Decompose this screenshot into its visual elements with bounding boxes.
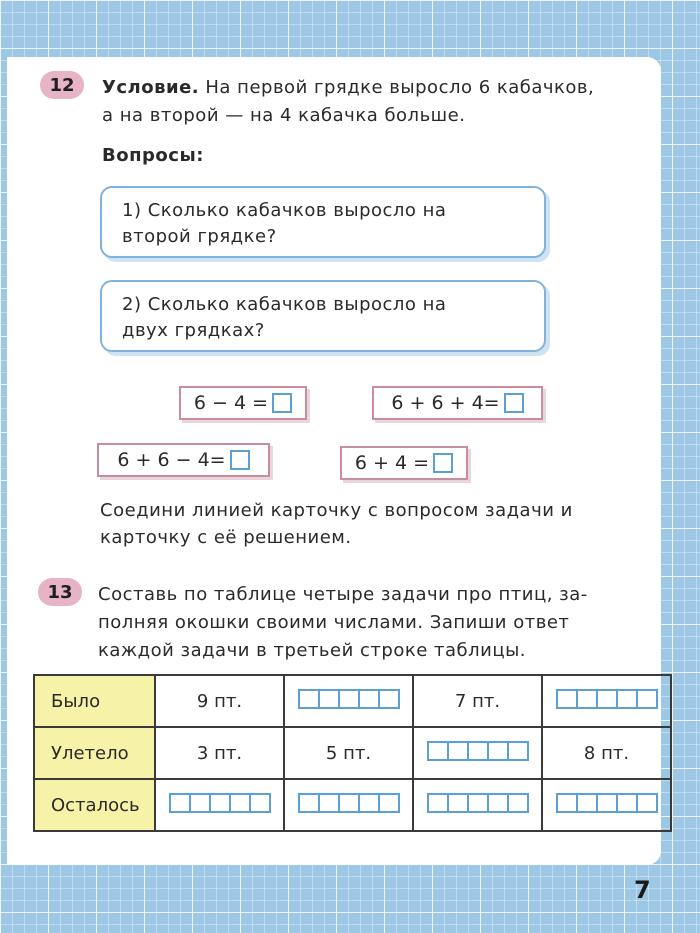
answer-box-icon[interactable] — [433, 453, 453, 473]
task-12-condition-line2: а на второй — на 4 кабачка больше. — [102, 105, 466, 126]
solution-card-2-text: 6 + 6 + 4= — [391, 392, 500, 414]
question-1-line1: 1) Сколько кабачков выросло на — [122, 200, 447, 221]
questions-label-text: Вопросы: — [102, 145, 204, 166]
row-label-bylo: Было — [34, 675, 155, 727]
task-13-line1: Составь по таблице четыре задачи про птиц, за- — [98, 584, 588, 605]
solution-card-4-text: 6 + 4 = — [354, 452, 430, 474]
questions-label — [102, 142, 204, 169]
solution-card-3[interactable] — [97, 443, 270, 477]
condition-label: Условие. — [102, 77, 200, 98]
task-12-badge — [40, 71, 84, 99]
question-2-line2: двух грядках? — [122, 320, 265, 341]
solution-card-4[interactable] — [340, 446, 468, 480]
digit-boxes[interactable] — [298, 689, 400, 709]
task-12-number: 12 — [49, 74, 75, 96]
task-13-number: 13 — [47, 581, 73, 603]
table-row-uletelo — [34, 727, 671, 779]
cell-r3-c4[interactable] — [542, 779, 671, 831]
digit-boxes[interactable] — [556, 689, 658, 709]
digit-boxes[interactable] — [169, 793, 271, 813]
instruction-line1: Соедини линией карточку с вопросом задачи и — [100, 500, 573, 521]
question-2-card[interactable] — [100, 280, 546, 352]
task-13-line3: каждой задачи в третьей строке таблицы. — [98, 640, 527, 661]
answer-box-icon[interactable] — [504, 393, 524, 413]
digit-boxes[interactable] — [556, 793, 658, 813]
condition-text-1: На первой грядке выросло 6 кабачков, — [205, 77, 595, 98]
question-2-line1: 2) Сколько кабачков выросло на — [122, 294, 447, 315]
answer-box-icon[interactable] — [272, 393, 292, 413]
digit-boxes[interactable] — [298, 793, 400, 813]
solution-card-1[interactable] — [179, 386, 307, 420]
task-12-condition-line1 — [102, 74, 594, 101]
cell-r1-c2[interactable] — [284, 675, 413, 727]
birds-table — [33, 674, 672, 832]
solution-card-3-text: 6 + 6 − 4= — [117, 449, 226, 471]
cell-r2-c4: 8 пт. — [542, 727, 671, 779]
solution-card-1-text: 6 − 4 = — [193, 392, 269, 414]
cell-r2-c3[interactable] — [413, 727, 542, 779]
table-row-bylo — [34, 675, 671, 727]
question-1-card[interactable] — [100, 186, 546, 258]
row-label-uletelo: Улетело — [34, 727, 155, 779]
answer-box-icon[interactable] — [230, 450, 250, 470]
digit-boxes[interactable] — [427, 741, 529, 761]
cell-r1-c1: 9 пт. — [155, 675, 284, 727]
page-number: 7 — [634, 876, 651, 904]
task-13-line2: полняя окошки своими числами. Запиши ответ — [98, 612, 570, 633]
question-1-line2: второй грядке? — [122, 226, 277, 247]
cell-r1-c3: 7 пт. — [413, 675, 542, 727]
solution-card-2[interactable] — [372, 386, 543, 420]
cell-r2-c2: 5 пт. — [284, 727, 413, 779]
cell-r2-c1: 3 пт. — [155, 727, 284, 779]
cell-r3-c2[interactable] — [284, 779, 413, 831]
cell-r3-c1[interactable] — [155, 779, 284, 831]
task-13-badge — [38, 578, 82, 606]
instruction-line2: карточку с её решением. — [100, 527, 352, 548]
cell-r3-c3[interactable] — [413, 779, 542, 831]
table-row-ostalos — [34, 779, 671, 831]
digit-boxes[interactable] — [427, 793, 529, 813]
cell-r1-c4[interactable] — [542, 675, 671, 727]
row-label-ostalos: Осталось — [34, 779, 155, 831]
